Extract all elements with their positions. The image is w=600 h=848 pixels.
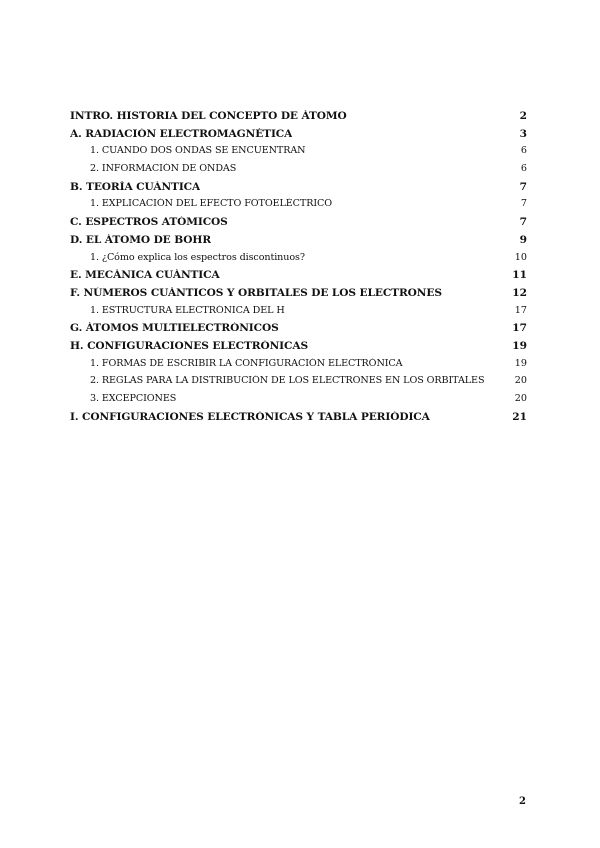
page-number: 2 <box>519 796 526 807</box>
toc-entry[interactable] <box>70 411 527 429</box>
toc-entry-page: 20 <box>514 375 527 387</box>
toc-entry-title: B. TEORÍA CUÁNTICA <box>70 180 201 193</box>
toc-subentry[interactable] <box>70 305 527 323</box>
toc-entry-page: 6 <box>520 145 527 157</box>
toc-entry-page: 19 <box>512 339 527 352</box>
toc-entry-title: 1. FORMAS DE ESCRIBIR LA CONFIGURACIÓN ELECTRÓNICA <box>90 357 403 369</box>
toc-entry-title: INTRO. HISTORIA DEL CONCEPTO DE ÁTOMO <box>70 110 347 122</box>
toc-entry-page: 3 <box>519 127 527 140</box>
toc-entry-page: 19 <box>514 357 527 369</box>
toc-entry[interactable] <box>70 181 527 199</box>
toc-entry[interactable] <box>70 269 527 287</box>
toc-entry-title: I. CONFIGURACIONES ELECTRÓNICAS Y TABLA PERIÓDICA <box>70 410 430 423</box>
toc-entry-title: C. ESPECTROS ATÓMICOS <box>70 216 228 229</box>
toc-entry-title: 2. REGLAS PARA LA DISTRIBUCIÓN DE LOS ELECTRONES EN LOS ORBITALES <box>90 375 485 387</box>
toc-entry[interactable] <box>70 128 527 146</box>
toc-entry-title: 1. CUANDO DOS ONDAS SE ENCUENTRAN <box>90 145 306 157</box>
toc-subentry[interactable] <box>70 358 527 376</box>
toc-subentry[interactable] <box>70 375 527 393</box>
toc-entry-title: D. EL ÁTOMO DE BOHR <box>70 233 212 246</box>
toc-entry[interactable] <box>70 340 527 358</box>
toc-entry[interactable] <box>70 287 527 305</box>
toc-subentry[interactable] <box>70 163 527 181</box>
toc-entry-title: 2. INFORMACIÓN DE ONDAS <box>90 163 237 175</box>
toc-entry-page: 7 <box>519 216 527 229</box>
toc-entry-page: 17 <box>514 304 527 316</box>
toc-entry[interactable] <box>70 110 527 128</box>
toc-subentry[interactable] <box>70 198 527 216</box>
toc-subentry[interactable] <box>70 393 527 411</box>
toc-entry-page: 10 <box>514 251 527 263</box>
toc-entry-title: 1. ESTRUCTURA ELECTRÓNICA DEL H <box>90 304 285 316</box>
toc-entry-page: 6 <box>520 163 527 175</box>
toc-subentry[interactable] <box>70 145 527 163</box>
toc-entry-page: 2 <box>519 110 527 122</box>
toc-entry-page: 9 <box>519 233 527 246</box>
toc-entry-title: F. NÚMEROS CUÁNTICOS Y ORBITALES DE LOS ELECTRONES <box>70 286 442 299</box>
toc-entry[interactable] <box>70 216 527 234</box>
toc-entry-title: 1. EXPLICACIÓN DEL EFECTO FOTOELÉCTRICO <box>90 198 333 210</box>
toc-entry-page: 17 <box>512 322 527 335</box>
toc-entry-title: 3. EXCEPCIONES <box>90 393 177 404</box>
toc-entry-page: 11 <box>512 269 527 282</box>
toc-entry-title: H. CONFIGURACIONES ELECTRÓNICAS <box>70 339 309 352</box>
table-of-contents <box>70 110 527 428</box>
toc-entry-page: 12 <box>512 286 527 299</box>
toc-entry-page: 7 <box>520 198 527 210</box>
toc-entry-title: 1. ¿Cómo explica los espectros discontinuos? <box>90 251 305 263</box>
toc-entry-page: 20 <box>514 393 527 404</box>
toc-entry-title: A. RADIACIÓN ELECTROMAGNÉTICA <box>70 127 293 140</box>
toc-entry-page: 7 <box>519 180 527 193</box>
toc-entry[interactable] <box>70 322 527 340</box>
toc-subentry[interactable] <box>70 252 527 270</box>
toc-entry-title: E. MECÁNICA CUÁNTICA <box>70 269 220 282</box>
toc-entry[interactable] <box>70 234 527 252</box>
toc-entry-page: 21 <box>512 410 527 423</box>
toc-entry-title: G. ÁTOMOS MULTIELECTRÓNICOS <box>70 322 279 335</box>
